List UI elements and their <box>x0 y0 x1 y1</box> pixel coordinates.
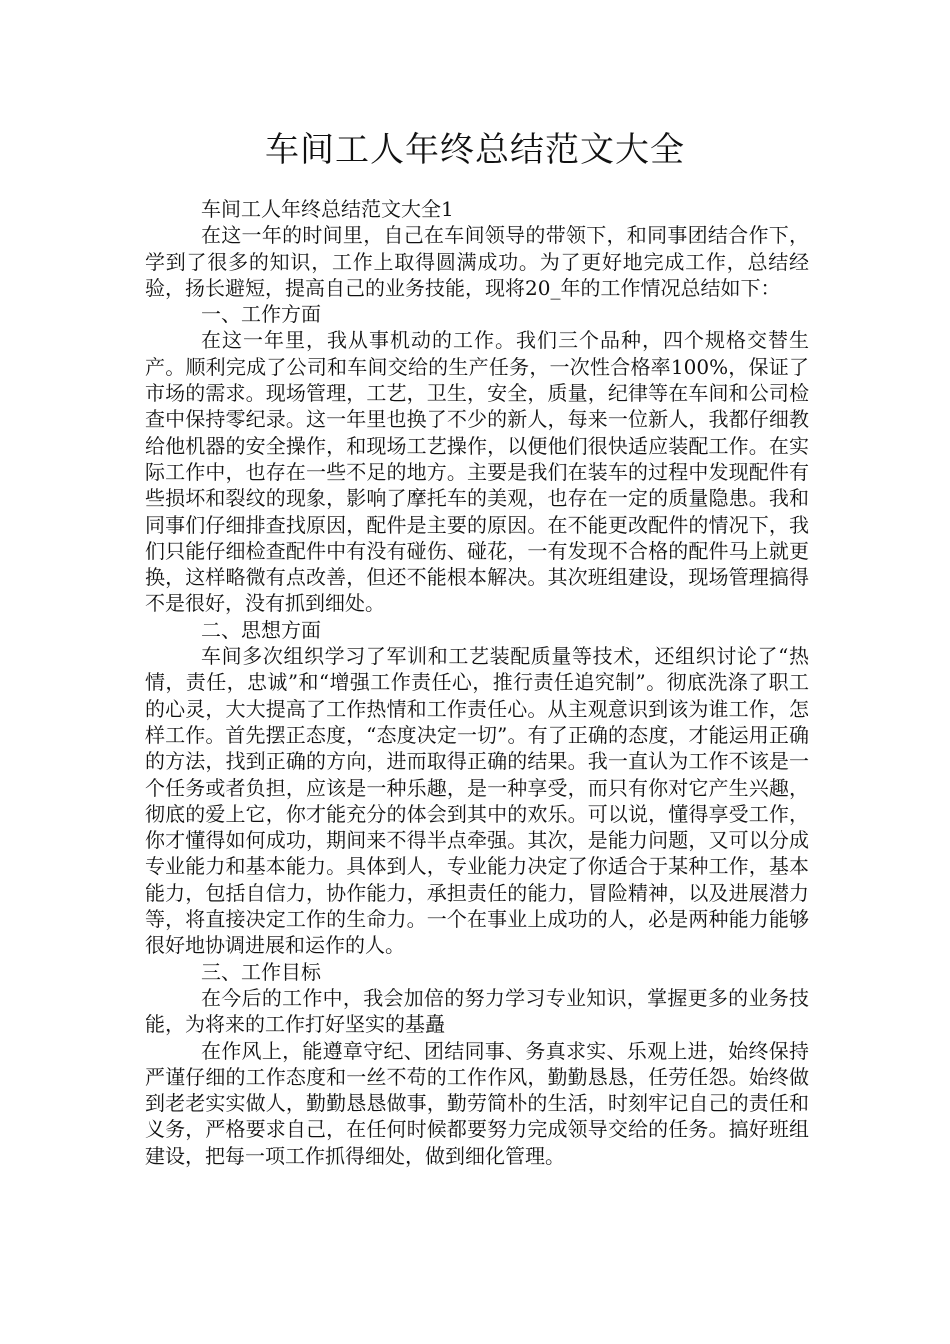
paragraph-subtitle: 车间工人年终总结范文大全1 <box>201 197 454 221</box>
paragraph-thought: 车间多次组织学习了军训和工艺装配质量等技术，还组织讨论了“热情，责任，忠诚”和“增强工作责任心，推行责任追究制”。彻底洗涤了职工的心灵，大大提高了工作热情和工作责任心。从主观意识到该为谁工作，怎样工作。首先摆正态度，“态度决定一切”。有了正确的态度，才能运用正确的方法，找到正确的方向，进而取得正确的结果。我一直认为工作不该是一个任务或者负担，应该是一种乐趣，是一种享受，而只有你对它产生兴趣，彻底的爱上它，你才能充分的体会到其中的欢乐。可以说，懂得享受工作，你才懂得如何成功，期间来不得半点牵强。其次，是能力问题，又可以分成专业能力和基本能力。具体到人，专业能力决定了你适合于某种工作，基本能力，包括自信力，协作能力，承担责任的能力，冒险精神，以及进展潜力等，将直接决定工作的生命力。一个在事业上成功的人，必是两种能力能够很好地协调进展和运作的人。 <box>145 644 809 958</box>
paragraph-work: 在这一年里，我从事机动的工作。我们三个品种，四个规格交替生产。顺利完成了公司和车间交给的生产任务，一次性合格率100%，保证了市场的需求。现场管理，工艺，卫生，安全，质量，纪律等在车间和公司检查中保持零纪录。这一年里也换了不少的新人，每来一位新人，我都仔细教给他机器的安全操作，和现场工艺操作，以便他们很快适应装配工作。在实际工作中，也存在一些不足的地方。主要是我们在装车的过程中发现配件有些损坏和裂纹的现象，影响了摩托车的美观，也存在一定的质量隐患。我和同事们仔细排查找原因，配件是主要的原因。在不能更改配件的情况下，我们只能仔细检查配件中有没有碰伤、碰花，一有发现不合格的配件马上就更换，这样略微有点改善，但还不能根本解决。其次班组建设，现场管理搞得不是很好，没有抓到细处。 <box>145 328 809 616</box>
document-title: 车间工人年终总结范文大全 <box>265 130 685 170</box>
document-body <box>145 196 809 1169</box>
paragraph-conduct: 在作风上，能遵章守纪、团结同事、务真求实、乐观上进，始终保持严谨仔细的工作态度和一丝不苟的工作作风，勤勤恳恳，任劳任怨。始终做到老老实实做人，勤勤恳恳做事，勤劳简朴的生活，时刻牢记自己的责任和义务，严格要求自己，在任何时候都要努力完成领导交给的任务。搞好班组建设，把每一项工作抓得细处，做到细化管理。 <box>145 1038 809 1168</box>
section-heading-goals: 三、工作目标 <box>201 959 321 984</box>
section-heading-work: 一、工作方面 <box>201 302 321 327</box>
paragraph-goals: 在今后的工作中，我会加倍的努力学习专业知识，掌握更多的业务技能，为将来的工作打好坚实的基矗 <box>145 985 809 1037</box>
paragraph-intro: 在这一年的时间里，自己在车间领导的带领下，和同事团结合作下，学到了很多的知识，工作上取得圆满成功。为了更好地完成工作，总结经验，扬长避短，提高自己的业务技能，现将20_年的工作情况总结如下： <box>145 223 809 300</box>
section-heading-thought: 二、思想方面 <box>201 617 321 642</box>
